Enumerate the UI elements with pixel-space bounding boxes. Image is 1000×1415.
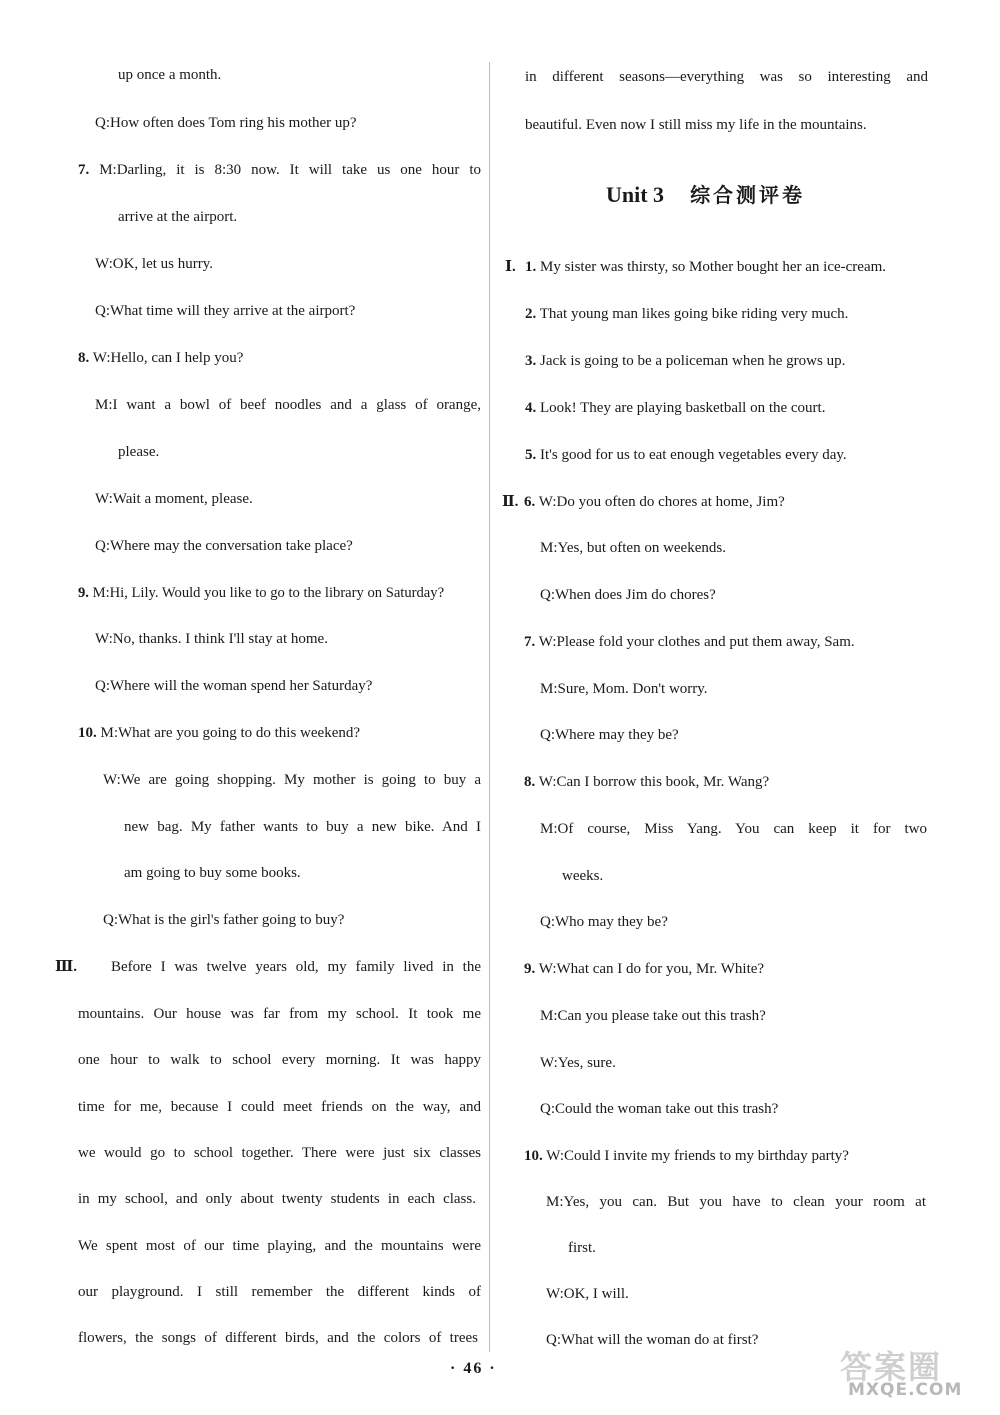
text-line: W:We are going shopping. My mother is going to buy a: [103, 772, 481, 788]
unit-title-zh: 综合测评卷: [690, 183, 806, 207]
text-line: arrive at the airport.: [118, 209, 238, 225]
section-1-number: Ⅰ.: [505, 259, 516, 275]
sentence-3: [525, 351, 845, 371]
passage-line: we would go to school together. There were just six classes: [78, 1145, 481, 1161]
dialogue-text: M:Darling, it is 8:30 now. It will take us one hour to: [89, 162, 481, 178]
dialogue-text: W:Please fold your clothes and put them away, Sam.: [535, 634, 855, 650]
passage-line: in different seasons—everything was so interesting and: [525, 69, 928, 85]
dialogue-text: M:What are you going to do this weekend?: [96, 725, 361, 741]
passage-line: one hour to walk to school every morning. It was happy: [78, 1052, 481, 1068]
sentence-text: Jack is going to be a policeman when he grows up.: [536, 353, 846, 369]
item-number: 5.: [525, 447, 537, 463]
text-line: W:OK, I will.: [546, 1286, 629, 1302]
text-line: W:Wait a moment, please.: [95, 491, 253, 507]
question-line: Q:Where may they be?: [540, 727, 679, 743]
passage-line: time for me, because I could meet friends on the way, and: [78, 1099, 481, 1115]
text-line: M:I want a bowl of beef noodles and a glass of orange,: [95, 397, 481, 413]
sentence-1: [525, 257, 886, 277]
question-line: Q:Who may they be?: [540, 914, 668, 930]
text-line: M:Can you please take out this trash?: [540, 1008, 766, 1024]
item-8-line-1: [524, 772, 769, 792]
dialogue-text: M:Hi, Lily. Would you like to go to the library on Saturday?: [88, 585, 445, 601]
page-number: · 46 ·: [450, 1360, 497, 1377]
question-line: Q:How often does Tom ring his mother up?: [95, 115, 357, 131]
dialogue-text: W:Hello, can I help you?: [89, 350, 244, 366]
text-line: M:Of course, Miss Yang. You can keep it for two: [540, 821, 927, 837]
passage-line: our playground. I still remember the different kinds of: [78, 1284, 481, 1300]
item-7-line-1: [78, 160, 481, 180]
text-line: M:Sure, Mom. Don't worry.: [540, 681, 708, 697]
sentence-text: It's good for us to eat enough vegetables every day.: [536, 447, 847, 463]
passage-line: beautiful. Even now I still miss my life in the mountains.: [525, 117, 867, 133]
text-line: please.: [118, 444, 160, 460]
sentence-2: [525, 304, 848, 324]
text-line: new bag. My father wants to buy a new bike. And I: [124, 819, 481, 835]
passage-line: Before I was twelve years old, my family lived in the: [111, 959, 481, 975]
item-9-line-1: [524, 959, 764, 979]
item-number: 3.: [525, 353, 537, 369]
section-3-number: Ⅲ.: [55, 959, 78, 975]
text-line: weeks.: [562, 868, 604, 884]
item-10-line-1: [524, 1146, 849, 1166]
watermark-logo: 答案圈: [840, 1348, 943, 1386]
text-line: up once a month.: [118, 67, 222, 83]
dialogue-text: W:Do you often do chores at home, Jim?: [535, 494, 785, 510]
question-line: Q:Where may the conversation take place?: [95, 538, 353, 554]
section-2-number: Ⅱ.: [502, 494, 519, 510]
text-line: am going to buy some books.: [124, 865, 301, 881]
passage-line: mountains. Our house was far from my school. It took me: [78, 1006, 481, 1022]
watermark-site: MXQE.COM: [848, 1380, 963, 1400]
sentence-5: [525, 445, 847, 465]
dialogue-text: W:Could I invite my friends to my birthday party?: [542, 1148, 849, 1164]
item-number: 10.: [78, 725, 97, 741]
item-number: 10.: [524, 1148, 543, 1164]
item-number: 8.: [78, 350, 90, 366]
unit-title: [606, 180, 805, 210]
item-number: 7.: [78, 162, 90, 178]
dialogue-text: W:What can I do for you, Mr. White?: [535, 961, 765, 977]
watermark: [800, 1340, 990, 1406]
item-number: 1.: [525, 259, 537, 275]
item-number: 6.: [524, 494, 536, 510]
item-number: 9.: [78, 585, 89, 601]
item-8-line-1: [78, 348, 243, 368]
passage-line: flowers, the songs of different birds, and the colors of trees: [78, 1330, 478, 1346]
text-line: W:No, thanks. I think I'll stay at home.: [95, 631, 328, 647]
question-line: Q:What is the girl's father going to buy?: [103, 912, 345, 928]
text-line: W:Yes, sure.: [540, 1055, 616, 1071]
sentence-text: Look! They are playing basketball on the court.: [536, 400, 826, 416]
question-line: Q:What time will they arrive at the airport?: [95, 303, 356, 319]
item-number: 8.: [524, 774, 536, 790]
item-number: 9.: [524, 961, 536, 977]
question-line: Q:Where will the woman spend her Saturday?: [95, 678, 373, 694]
dialogue-text: W:Can I borrow this book, Mr. Wang?: [535, 774, 770, 790]
unit-title-en: Unit 3: [606, 182, 665, 207]
item-6-line-1: [524, 492, 785, 512]
sentence-text: That young man likes going bike riding very much.: [536, 306, 849, 322]
text-line: first.: [568, 1240, 596, 1256]
question-line: Q:When does Jim do chores?: [540, 587, 716, 603]
item-number: 2.: [525, 306, 537, 322]
passage-line: We spent most of our time playing, and the mountains were: [78, 1238, 481, 1254]
text-line: W:OK, let us hurry.: [95, 256, 214, 272]
text-line: M:Yes, you can. But you have to clean your room at: [546, 1194, 926, 1210]
sentence-text: My sister was thirsty, so Mother bought her an ice-cream.: [536, 259, 887, 275]
item-number: 4.: [525, 400, 537, 416]
passage-line: in my school, and only about twenty students in each class.: [78, 1191, 476, 1207]
question-line: Q:Could the woman take out this trash?: [540, 1101, 779, 1117]
item-number: 7.: [524, 634, 536, 650]
sentence-4: [525, 398, 825, 418]
text-line: M:Yes, but often on weekends.: [540, 540, 726, 556]
item-10-line-1: [78, 723, 360, 743]
question-line: Q:What will the woman do at first?: [546, 1332, 759, 1348]
item-9-line-1: [78, 583, 444, 603]
item-7-line-1: [524, 632, 855, 652]
column-divider: [489, 62, 490, 1352]
